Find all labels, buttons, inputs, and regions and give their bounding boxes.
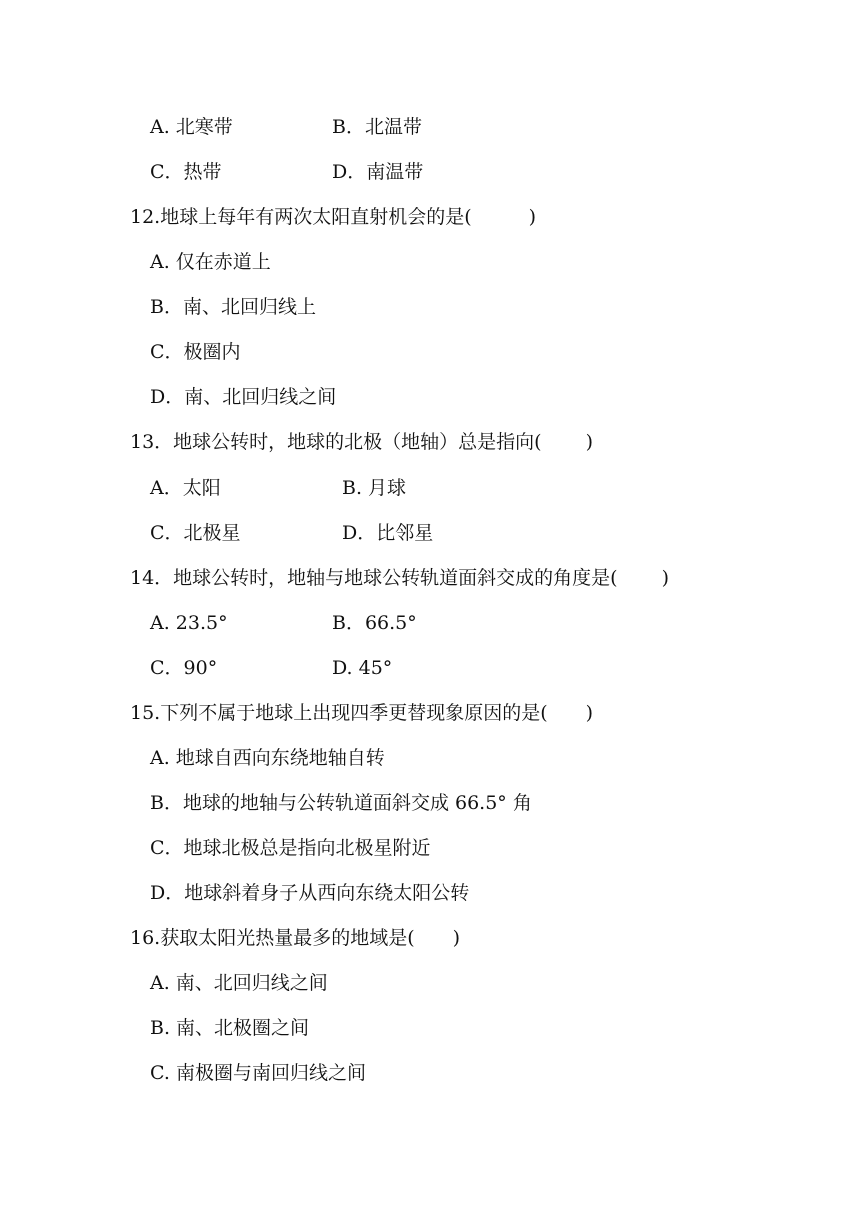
question-12-option-d: D．南、北回归线之间 — [150, 386, 337, 408]
question-13-option-d: D．比邻星 — [342, 522, 434, 544]
question-16-option-b: B. 南、北极圈之间 — [150, 1017, 310, 1039]
question-13-option-b: B. 月球 — [342, 477, 407, 499]
option-b: B．北温带 — [332, 116, 422, 138]
question-15-option-c: C．地球北极总是指向北极星附近 — [150, 837, 431, 859]
question-14-option-d: D. 45° — [332, 657, 393, 679]
question-16-option-a: A. 南、北回归线之间 — [150, 972, 328, 994]
question-16-stem: 16.获取太阳光热量最多的地域是( ) — [130, 927, 461, 949]
question-14-option-a: A. 23.5° — [150, 612, 228, 634]
question-13-option-c: C．北极星 — [150, 522, 241, 544]
option-a: A. 北寒带 — [150, 116, 233, 138]
question-15-option-a: A. 地球自西向东绕地轴自转 — [150, 747, 385, 769]
question-12-option-a: A. 仅在赤道上 — [150, 251, 271, 273]
question-13-option-a: A．太阳 — [150, 477, 221, 499]
question-15-option-d: D．地球斜着身子从西向东绕太阳公转 — [150, 882, 470, 904]
option-d: D．南温带 — [332, 161, 424, 183]
question-12-stem: 12.地球上每年有两次太阳直射机会的是( ) — [130, 206, 537, 228]
question-15-option-b: B．地球的地轴与公转轨道面斜交成 66.5° 角 — [150, 792, 532, 814]
question-16-option-c: C. 南极圈与南回归线之间 — [150, 1062, 366, 1084]
question-12-option-c: C．极圈内 — [150, 341, 241, 363]
question-13-stem: 13．地球公转时，地球的北极（地轴）总是指向( ) — [130, 431, 594, 453]
question-14-option-b: B．66.5° — [332, 612, 417, 634]
question-12-option-b: B．南、北回归线上 — [150, 296, 316, 318]
question-14-option-c: C．90° — [150, 657, 218, 679]
question-15-stem: 15.下列不属于地球上出现四季更替现象原因的是( ) — [130, 702, 594, 724]
question-14-stem: 14．地球公转时，地轴与地球公转轨道面斜交成的角度是( ) — [130, 567, 670, 589]
option-c: C．热带 — [150, 161, 222, 183]
